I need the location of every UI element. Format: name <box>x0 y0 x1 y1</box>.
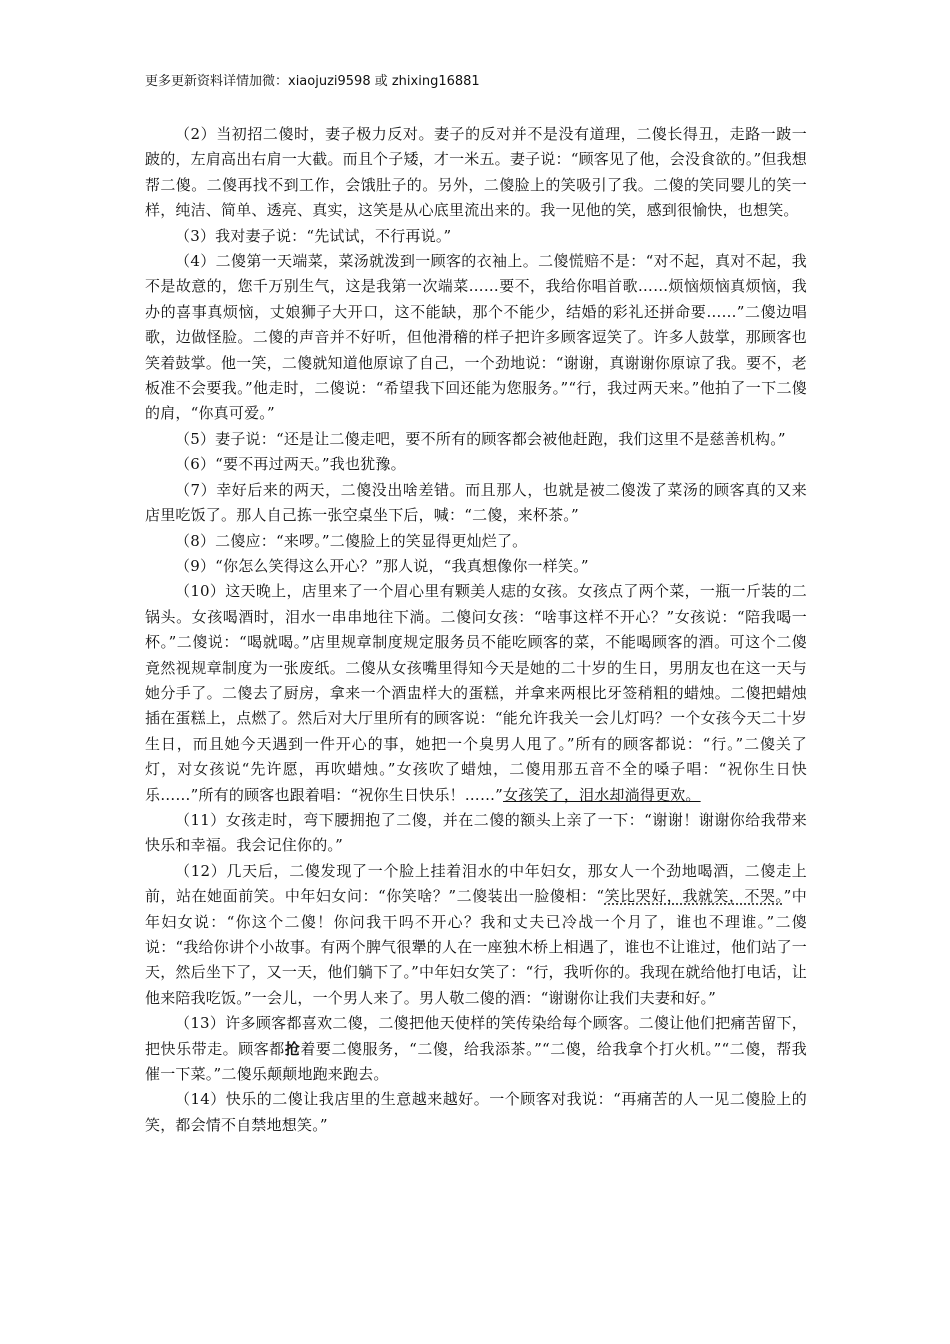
paragraph-2: （2）当初招二傻时，妻子极力反对。妻子的反对并不是没有道理，二傻长得丑，走路一跛一跛的，左肩高出右肩一大截。而且个子矮，才一米五。妻子说：“顾客见了他，会没食欲的。”但我想帮二傻。二傻再找不到工作，会饿肚子的。另外，二傻脸上的笑吸引了我。二傻的笑同婴儿的笑一样，纯洁、简单、透亮、真实，这笑是从心底里流出来的。我一见他的笑，感到很愉快，也想笑。 <box>145 125 807 220</box>
paragraph-7: （7）幸好后来的两天，二傻没出啥差错。而且那人，也就是被二傻泼了菜汤的顾客真的又来店里吃饭了。那人自己拣一张空桌坐下后，喊：“二傻，来杯茶。” <box>145 480 807 525</box>
header-note: 更多更新资料详情加微：xiaojuzi9598 或 zhixing16881 <box>145 74 480 89</box>
paragraph-10-text: （10）这天晚上，店里来了一个眉心里有颗美人痣的女孩。女孩点了两个菜，一瓶一斤装的二锅头。女孩喝酒时，泪水一串串地往下淌。二傻问女孩：“啥事这样不开心？”女孩说：“陪我喝一杯。”二傻说：“喝就喝。”店里规章制度规定服务员不能吃顾客的菜，不能喝顾客的酒。可这个二傻竟然视规章制度为一张废纸。二傻从女孩嘴里得知今天是她的二十岁的生日，男朋友也在这一天与她分手了。二傻去了厨房，拿来一个酒盅样大的蛋糕，并拿来两根比牙签稍粗的蜡烛。二傻把蜡烛插在蛋糕上，点燃了。然后对大厅里所有的顾客说：“能允许我关一会儿灯吗？一个女孩今天二十岁生日，而且她今天遇到一件开心的事，她把一个臭男人甩了。”所有的顾客都说：“行。”二傻关了灯，对女孩说“先许愿，再吹蜡烛。”女孩吹了蜡烛，二傻用那五音不全的嗓子唱：“祝你生日快乐……”所有的顾客也跟着唱：“祝你生日快乐！……” <box>145 582 807 804</box>
underlined-sentence: 女孩笑了，泪水却淌得更欢。 <box>503 785 701 804</box>
paragraph-6: （6）“要不再过两天。”我也犹豫。 <box>175 455 406 474</box>
marked-phrase: 笑比哭好，我就笑，不哭。 <box>604 887 784 906</box>
article-body <box>145 122 807 1138</box>
paragraph-13 <box>145 1011 807 1087</box>
paragraph-12-text-b: ”中年妇女说：“你这个二傻！你问我干吗不开心？我和丈夫已冷战一个月了，谁也不理谁。”二傻说：“我给你讲个小故事。有两个脾气很犟的人在一座独木桥上相遇了，谁也不让谁过，他们站了一天，然后坐下了，又一天，他们躺下了。”中年妇女笑了：“行，我听你的。我现在就给他打电话，让他来陪我吃饭。”一会儿，一个男人来了。男人敬二傻的酒：“谢谢你让我们夫妻和好。” <box>145 887 807 1007</box>
paragraph-5: （5）妻子说：“还是让二傻走吧，要不所有的顾客都会被他赶跑，我们这里不是慈善机构。” <box>175 429 786 448</box>
paragraph-9: （9）“你怎么笑得这么开心？”那人说，“我真想像你一样笑。” <box>175 556 589 575</box>
paragraph-12 <box>145 859 807 1011</box>
paragraph-13-text-b: 着要二傻服务，“二傻，给我添茶。”“二傻，给我拿个打火机。”“二傻，帮我催一下菜。”二傻乐颠颠地跑来跑去。 <box>145 1039 808 1084</box>
paragraph-13-text-a: （13）许多顾客都喜欢二傻，二傻把他天使样的笑传染给每个顾客。二傻让他们把痛苦留下，把快乐带走。顾客都 <box>145 1014 807 1058</box>
paragraph-3: （3）我对妻子说：“先试试，不行再说。” <box>175 226 452 245</box>
paragraph-4: （4）二傻第一天端菜，菜汤就泼到一顾客的衣袖上。二傻慌赔不是：“对不起，真对不起，我不是故意的，您千万别生气，这是我第一次端菜……要不，我给你唱首歌……烦恼烦恼真烦恼，我办的喜事真烦恼，丈娘狮子大开口，这不能缺，那个不能少，结婚的彩礼还拼命要……”二傻边唱歌，边做怪脸。二傻的声音并不好听，但他滑稽的样子把许多顾客逗笑了。许多人鼓掌，那顾客也笑着鼓掌。他一笑，二傻就知道他原谅了自己，一个劲地说：“谢谢，真谢谢你原谅了我。要不，老板准不会要我。”他走时，二傻说：“希望我下回还能为您服务。”“行，我过两天来。”他拍了一下二傻的肩，“你真可爱。” <box>145 252 807 423</box>
paragraph-12-text-a: （12）几天后，二傻发现了一个脸上挂着泪水的中年妇女，那女人一个劲地喝酒，二傻走上前，站在她面前笑。中年妇女问：“你笑啥？”二傻装出一脸傻相：“ <box>145 861 807 906</box>
paragraph-11: （11）女孩走时，弯下腰拥抱了二傻，并在二傻的额头上亲了一下：“谢谢！谢谢你给我带来快乐和幸福。我会记住你的。” <box>145 810 807 855</box>
paragraph-14: （14）快乐的二傻让我店里的生意越来越好。一个顾客对我说：“再痛苦的人一见二傻脸上的笑，都会情不自禁地想笑。” <box>145 1090 807 1134</box>
marked-character: 抢 <box>284 1039 301 1058</box>
paragraph-8: （8）二傻应：“来啰。”二傻脸上的笑显得更灿烂了。 <box>175 531 528 550</box>
paragraph-10 <box>145 579 807 808</box>
